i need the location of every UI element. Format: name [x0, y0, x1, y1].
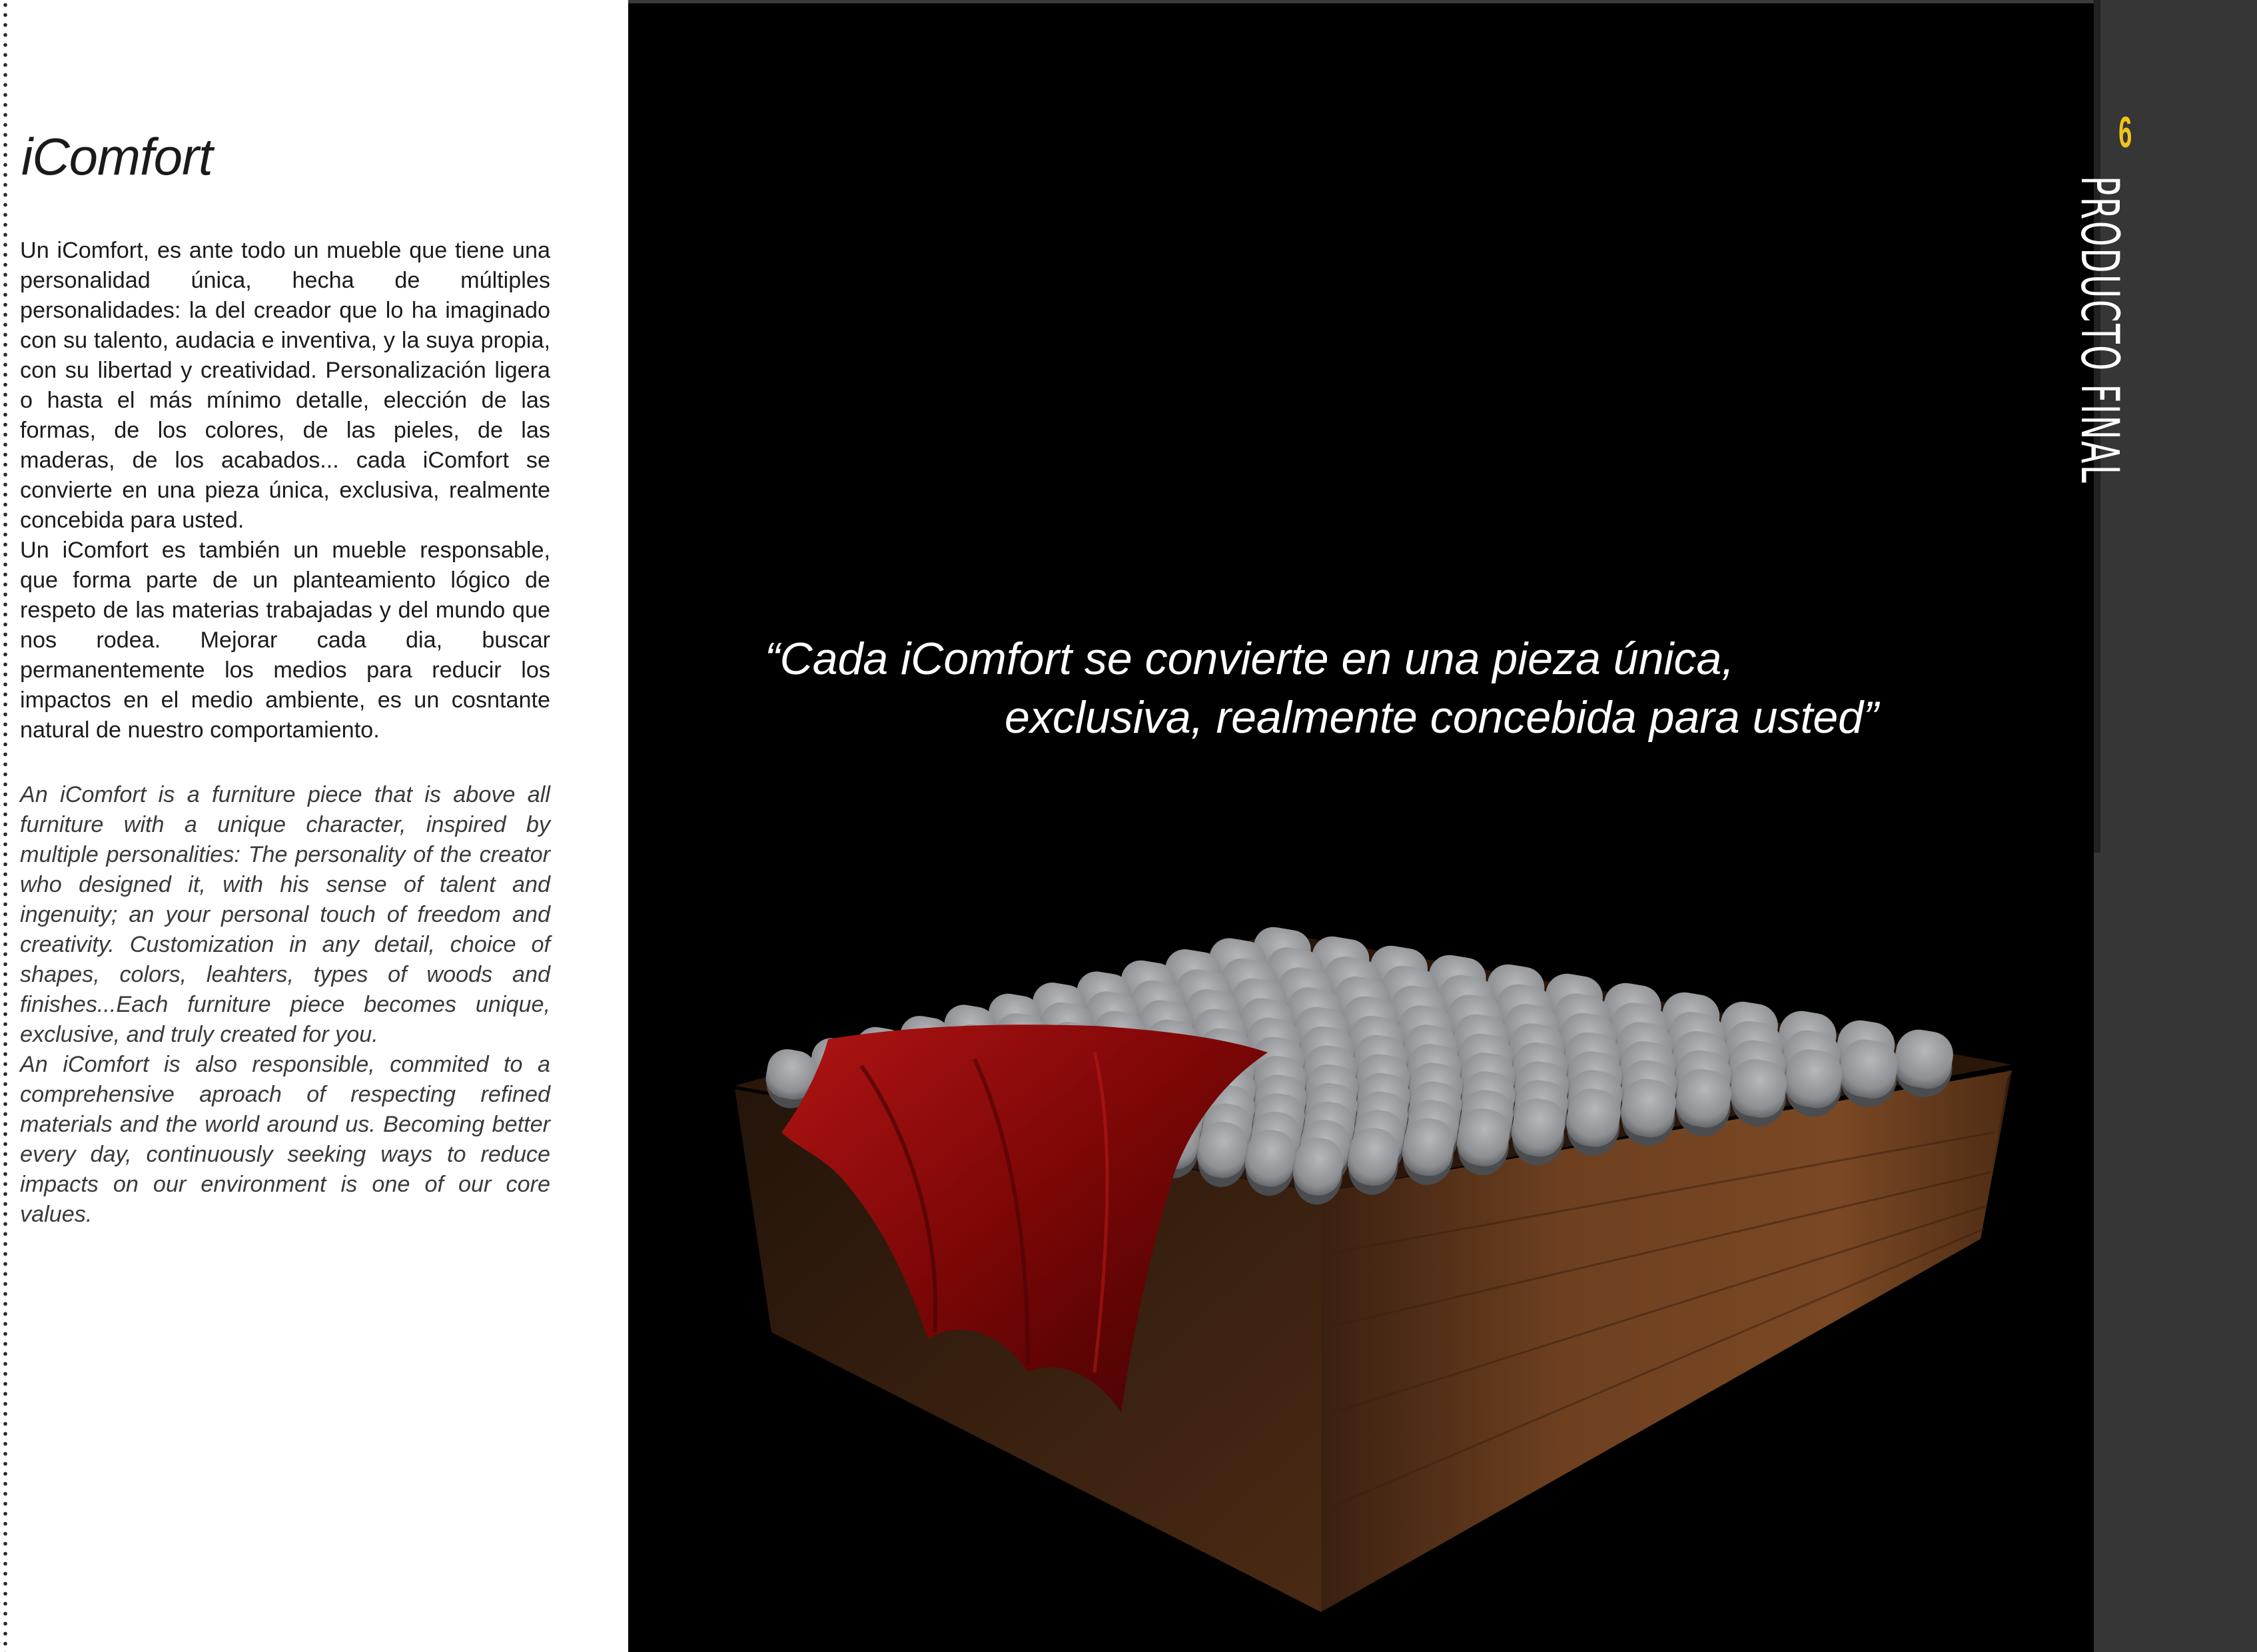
- chapter-title-text: PRODUCTO FINAL: [2069, 176, 2129, 485]
- page-title: iComfort: [21, 127, 213, 186]
- quote-line: “Cada iComfort se convierte en una pieza única,: [765, 633, 1735, 684]
- paragraph: An iComfort is a furniture piece that is above all furniture with a unique character, inspired by multiple personalities: The personality of the creator who designed it, with his sense of talent and ingenuity; an your personal touch of freedom and creativity. Customization in any detail, choice of shapes, colors, leahters, types of woods and finishes...Each furniture piece becomes unique, exclusive, and truly created for you.: [20, 782, 550, 1047]
- text-column: [20, 0, 553, 1652]
- bed-render-icon: [628, 0, 2094, 1652]
- dotted-spine: [3, 0, 8, 1652]
- paragraph: Un iComfort es también un mueble responsable, que forma parte de un planteamiento lógico de respeto de las materias trabajadas y del mundo que nos rodea. Mejorar cada dia, buscar permanentemente los medios para reducir los impactos en el medio ambiente, es un cosntante natural de nuestro comportamiento.: [20, 538, 550, 743]
- quote-line: exclusiva, realmente concebida para usted”: [1005, 692, 1879, 743]
- product-photo: [628, 0, 2094, 1652]
- paragraph: An iComfort is also responsible, commited to a comprehensive aproach of respecting refined materials and the world around us. Becoming better every day, continuously seeking ways to reduce impacts on our environment is one of our core values.: [20, 1052, 550, 1227]
- body-text-spanish: [20, 236, 550, 745]
- paragraph: Un iComfort, es ante todo un mueble que tiene una personalidad única, hecha de múltiples personalidades: la del creador que lo ha imaginado con su talento, audacia e inventiva, y la suya propia, con su libertad y creatividad. Personalización ligera o hasta el más mínimo detalle, elección de las formas, de los colores, de las pieles, de las maderas, de los acabados... cada iComfort se convierte en una pieza única, exclusiva, realmente concebida para usted.: [20, 238, 550, 533]
- chapter-title: [2069, 176, 2129, 673]
- chapter-number: 6: [2118, 107, 2132, 157]
- body-text-english: [20, 780, 550, 1230]
- photo-top-rule: [628, 0, 2094, 3]
